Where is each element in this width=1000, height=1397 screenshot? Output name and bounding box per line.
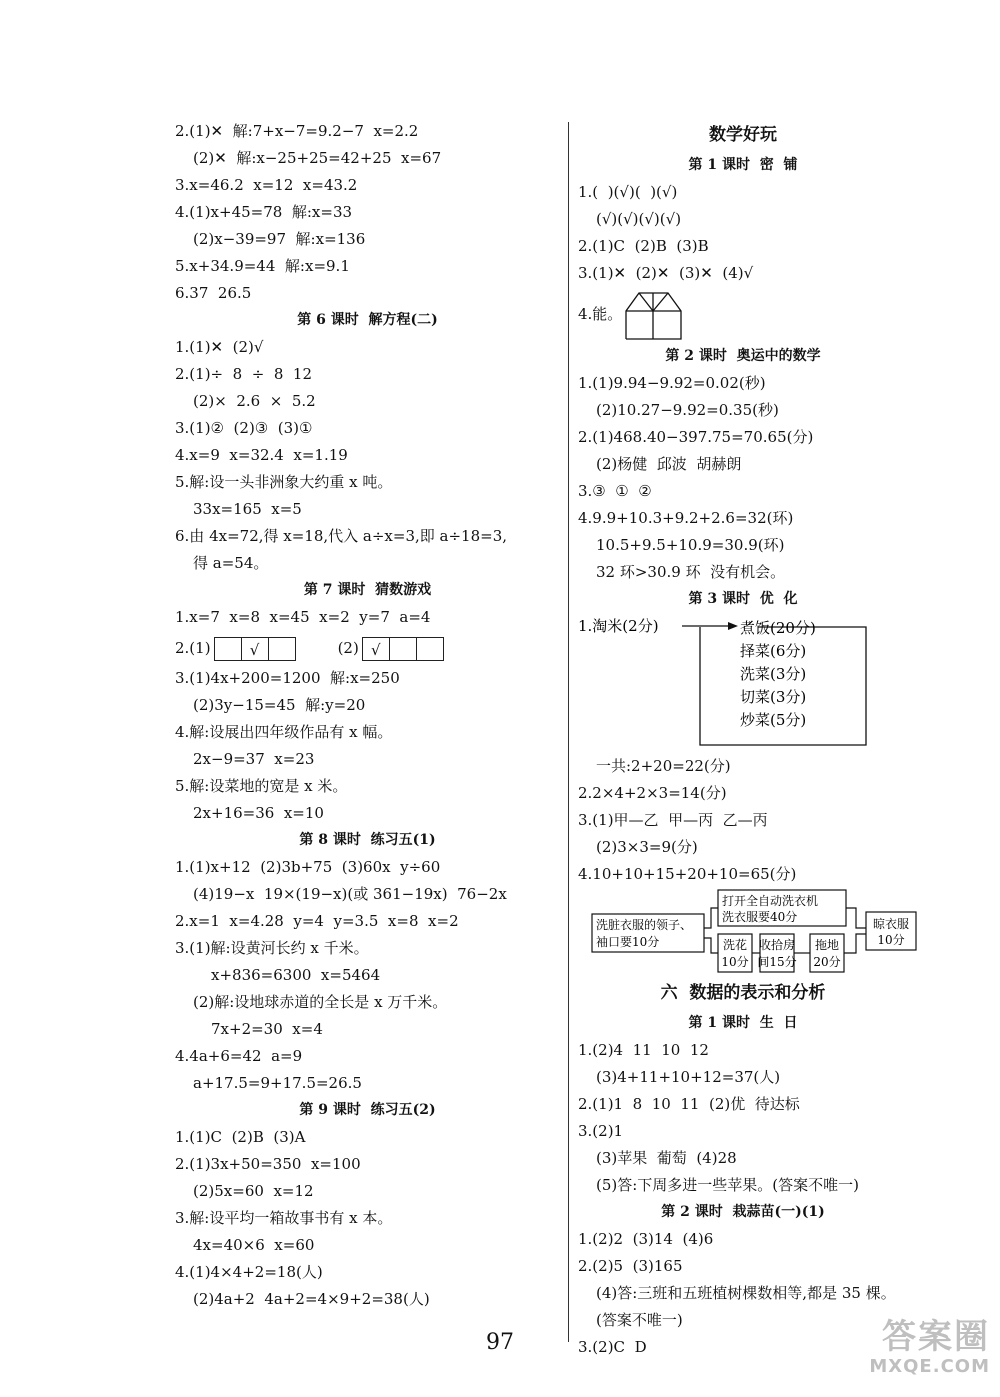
answer-box: [389, 637, 417, 661]
lesson-heading: 第 1 课时 密 铺: [688, 157, 798, 173]
answer-line: 1.(1)C (2)B (3)A: [175, 1128, 306, 1146]
answer-line: 4.解:设展出四年级作品有 x 幅。: [175, 723, 393, 741]
answer-line: (2)✕ 解:x−25+25=42+25 x=67: [193, 149, 442, 167]
answer-line: 3.解:设平均一箱故事书有 x 本。: [175, 1209, 393, 1227]
label: 2.(1): [175, 639, 211, 657]
answer-line: 1.( )(√)( )(√): [578, 183, 678, 201]
laundry-flow-svg: [578, 888, 923, 976]
answer-line: 7x+2=30 x=4: [211, 1020, 323, 1038]
house-line: [653, 293, 668, 311]
answer-line: 3.(1)4x+200=1200 解:x=250: [175, 669, 400, 687]
answer-line-boxes: [175, 631, 560, 665]
answer-line: 1.(2)4 11 10 12: [578, 1041, 709, 1059]
answer-line: 5.x+34.9=44 解:x=9.1: [175, 257, 350, 275]
connector: [704, 908, 718, 928]
answer-line: 2.(1)3x+50=350 x=100: [175, 1155, 361, 1173]
tiling-house-diagram: [624, 289, 684, 341]
label: (2): [337, 639, 359, 657]
answer-line: 2x+16=36 x=10: [193, 804, 324, 822]
answer-line: 4x=40×6 x=60: [193, 1236, 315, 1254]
box-mid-text: 20分: [813, 955, 841, 969]
answer-line: 4.10+10+15+20+10=65(分): [578, 865, 797, 883]
cook-step: 煮饭(20分): [740, 619, 816, 637]
answer-line: 一共:2+20=22(分): [596, 757, 731, 775]
box-start-text: 袖口要10分: [596, 935, 660, 949]
answer-line: (2)3y−15=45 解:y=20: [193, 696, 366, 714]
box-mid-text: 10分: [721, 955, 749, 969]
box-group-1: [215, 639, 296, 657]
answer-line: 3.(2)C D: [578, 1338, 647, 1356]
box-group-2: [363, 639, 444, 657]
answer-line: 4.x=9 x=32.4 x=1.19: [175, 446, 348, 464]
answer-line: (2)5x=60 x=12: [193, 1182, 314, 1200]
box-mid-text: 洗花: [722, 938, 748, 952]
lesson-heading: 第 2 课时 栽蒜苗(一)(1): [661, 1204, 825, 1220]
box-end-text: 晾衣服: [872, 917, 910, 931]
connector: [704, 938, 718, 953]
answer-line: 2.(1)✕ 解:7+x−7=9.2−7 x=2.2: [175, 122, 419, 140]
answer-line: 2.(1)C (2)B (3)B: [578, 237, 709, 255]
answer-line: (5)答:下周多进一些苹果。(答案不唯一): [596, 1176, 860, 1194]
answer-line: a+17.5=9+17.5=26.5: [193, 1074, 362, 1092]
answer-line: 2.(1)468.40−397.75=70.65(分): [578, 428, 814, 446]
lesson-heading: 第 9 课时 练习五(2): [299, 1102, 436, 1118]
answer-line: 4.(1)4×4+2=18(人): [175, 1263, 323, 1281]
cook-step: 炒菜(5分): [740, 711, 807, 729]
answer-line: 1.x=7 x=8 x=45 x=2 y=7 a=4: [175, 608, 431, 626]
answer-line: 4.4a+6=42 a=9: [175, 1047, 303, 1065]
answer-line: 10.5+9.5+10.9=30.9(环): [596, 536, 785, 554]
answer-line: 6.37 26.5: [175, 284, 252, 302]
cooking-flow-svg: [578, 613, 908, 753]
answer-line: 2.(2)5 (3)165: [578, 1257, 683, 1275]
answer-line: (4)19−x 19×(19−x)(或 361−19x) 76−2x: [193, 885, 507, 903]
lesson-heading: 第 6 课时 解方程(二): [297, 312, 438, 328]
cook-step: 洗菜(3分): [740, 665, 807, 683]
answer-line: (2)4a+2 4a+2=4×9+2=38(人): [193, 1290, 430, 1308]
answer-line: (2)x−39=97 解:x=136: [193, 230, 366, 248]
answer-box: √: [362, 637, 390, 661]
cook-step: 择菜(6分): [740, 642, 807, 660]
house-line: [639, 293, 653, 311]
answer-line: (2)解:设地球赤道的全长是 x 万千米。: [193, 993, 448, 1011]
answer-line: (√)(√)(√)(√): [596, 210, 682, 228]
column-divider: [568, 122, 569, 1342]
answer-line: 得 a=54。: [193, 554, 269, 572]
left-column: [175, 118, 560, 1313]
answer-line: 2.(1)1 8 10 11 (2)优 待达标: [578, 1095, 800, 1113]
answer-box: [268, 637, 296, 661]
lesson-heading: 第 3 课时 优 化: [688, 591, 798, 607]
arrow-head: [728, 622, 738, 630]
connector: [846, 908, 866, 928]
answer-line: (4)答:三班和五班植树棵数相等,都是 35 棵。: [596, 1284, 896, 1302]
right-column: [578, 118, 908, 1361]
answer-line: 33x=165 x=5: [193, 500, 302, 518]
watermark-text: 答案圈: [882, 1317, 990, 1357]
connector: [844, 934, 866, 953]
answer-box: √: [241, 637, 269, 661]
answer-line: 32 环>30.9 环 没有机会。: [596, 563, 786, 581]
lesson-heading: 第 2 课时 奥运中的数学: [665, 348, 821, 364]
answer-line: 2x−9=37 x=23: [193, 750, 315, 768]
answer-line: 1.(1)✕ (2)√: [175, 338, 264, 356]
lesson-heading: 第 1 课时 生 日: [688, 1015, 798, 1031]
answer-line: 4.(1)x+45=78 解:x=33: [175, 203, 353, 221]
answer-line: 2.2×4+2×3=14(分): [578, 784, 727, 802]
box-mid-text: 收拾房: [758, 938, 796, 952]
answer-line: 5.解:设一头非洲象大约重 x 吨。: [175, 473, 393, 491]
answer-line: 2.(1)÷ 8 ÷ 8 12: [175, 365, 313, 383]
answer-line: x+836=6300 x=5464: [211, 966, 381, 984]
section-heading: 数学好玩: [709, 125, 777, 145]
answer-box: [214, 637, 242, 661]
answer-line: (2)杨健 邱波 胡赫朗: [596, 455, 742, 473]
answer-line: 3.(2)1: [578, 1122, 624, 1140]
label: 4.能。: [578, 305, 623, 323]
page-number: 97: [486, 1330, 514, 1355]
answer-line-house: [578, 287, 908, 343]
answer-line: 3.(1)② (2)③ (3)①: [175, 419, 313, 437]
answer-line: 6.由 4x=72,得 x=18,代入 a÷x=3,即 a÷18=3,: [175, 527, 508, 545]
answer-line: 2.x=1 x=4.28 y=4 y=3.5 x=8 x=2: [175, 912, 459, 930]
answer-line: (3)苹果 葡萄 (4)28: [596, 1149, 737, 1167]
answer-line: 1.(1)9.94−9.92=0.02(秒): [578, 374, 766, 392]
box-top-text: 打开全自动洗衣机: [722, 894, 819, 908]
answer-line: (2)× 2.6 × 5.2: [193, 392, 316, 410]
answer-line: 3.③ ① ②: [578, 482, 652, 500]
answer-line: 1.(2)2 (3)14 (4)6: [578, 1230, 714, 1248]
answer-line: 3.(1)✕ (2)✕ (3)✕ (4)√: [578, 264, 754, 282]
answer-line: (3)4+11+10+12=37(人): [596, 1068, 781, 1086]
answer-line: (2)10.27−9.92=0.35(秒): [596, 401, 779, 419]
answer-line: (答案不唯一): [596, 1311, 683, 1329]
box-mid-text: 拖地: [814, 938, 840, 952]
answer-line: 1.(1)x+12 (2)3b+75 (3)60x y÷60: [175, 858, 441, 876]
lesson-heading: 第 8 课时 练习五(1): [299, 832, 436, 848]
answer-line: 3.(1)解:设黄河长约 x 千米。: [175, 939, 369, 957]
box-mid-text: 间15分: [757, 955, 797, 969]
cook-first-step: 1.淘米(2分): [578, 617, 659, 635]
cooking-flow-diagram: [578, 613, 908, 753]
box-end-text: 10分: [877, 933, 905, 947]
answer-line: (2)3×3=9(分): [596, 838, 698, 856]
section-heading: 六 数据的表示和分析: [660, 983, 826, 1003]
laundry-flow-diagram: [578, 888, 908, 976]
answer-line: 4.9.9+10.3+9.2+2.6=32(环): [578, 509, 794, 527]
answer-box: [416, 637, 444, 661]
answer-line: 3.(1)甲—乙 甲—丙 乙—丙: [578, 811, 768, 829]
answer-line: 5.解:设菜地的宽是 x 米。: [175, 777, 348, 795]
answer-line: 3.x=46.2 x=12 x=43.2: [175, 176, 358, 194]
lesson-heading: 第 7 课时 猜数游戏: [303, 582, 432, 598]
box-start-text: 洗脏衣服的领子、: [596, 918, 693, 932]
cook-step: 切菜(3分): [740, 688, 807, 706]
watermark-logo: [820, 1318, 990, 1388]
box-top-text: 洗衣服要40分: [722, 910, 798, 924]
watermark-url: MXQE.COM: [869, 1356, 990, 1377]
